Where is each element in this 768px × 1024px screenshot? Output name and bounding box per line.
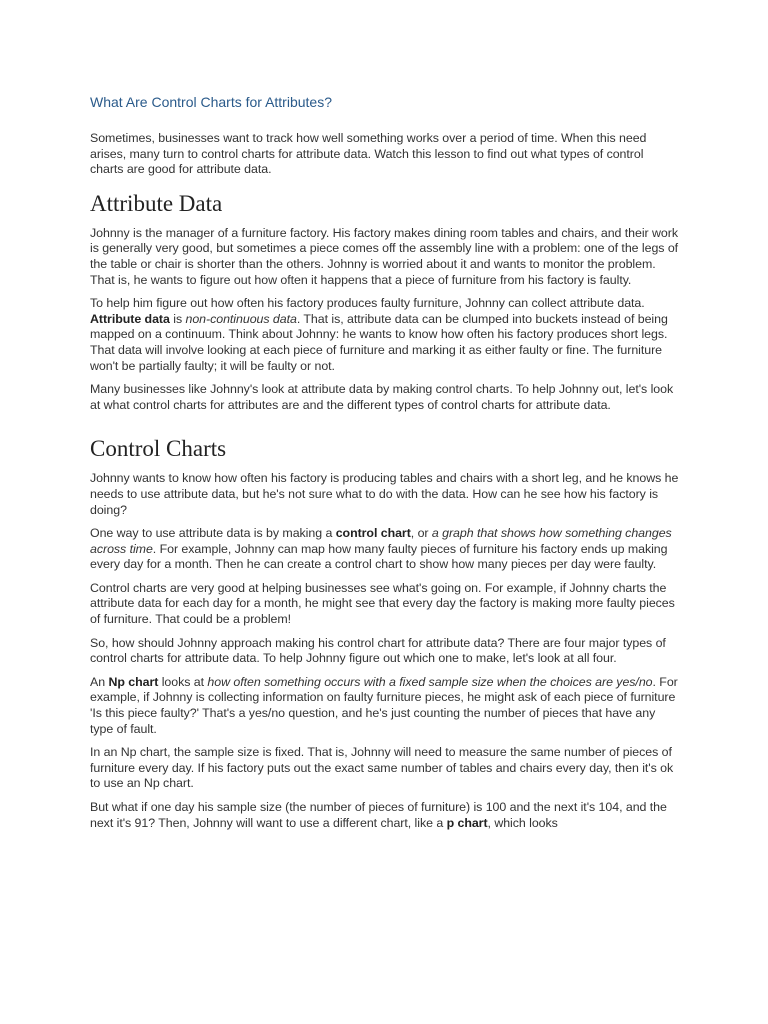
section-heading-control-charts: Control Charts bbox=[90, 436, 227, 462]
control-charts-paragraph-3: Control charts are very good at helping businesses see what's going on. For example, if Johnny charts the attribute data for each day for a month, he might see that every day the factory is making more faulty pieces of furniture. That could be a problem! bbox=[90, 580, 675, 627]
attribute-data-paragraph-3: Many businesses like Johnny's look at attribute data by making control charts. To help Johnny out, let's look at what control charts for attributes are and the different types of control charts for attribute data. bbox=[90, 382, 674, 412]
bold-term-np-chart: Np chart bbox=[108, 674, 159, 689]
text-run: . For example, if Johnny is collecting information on faulty furniture pieces, he might ask of each piece of furniture 'Is this piece faulty?' That's a yes/no question, and he's just counting the number of pieces that have any type of fault. bbox=[90, 674, 678, 736]
control-charts-paragraph-2 bbox=[90, 526, 680, 573]
bold-term-p-chart: p chart bbox=[446, 815, 488, 830]
text-run: , which looks bbox=[487, 815, 558, 830]
text-run: . For example, Johnny can map how many faulty pieces of furniture his factory ends up making every day for a month. Then he can create a control chart to show how many pieces per day were faulty. bbox=[90, 541, 668, 572]
control-charts-paragraph-1: Johnny wants to know how often his factory is producing tables and chairs with a short leg, and he knows he needs to use attribute data, but he's not sure what to do with the data. How can he see how his factory is doing? bbox=[90, 471, 679, 517]
text-run: . That is, attribute data can be clumped into buckets instead of being mapped on a continuum. Think about Johnny: he wants to know how often his factory produces short legs. That data will involve looking at each piece of furniture and marking it as either faulty or fine. The furniture won't be partially faulty; it will be faulty or not. bbox=[90, 311, 668, 373]
section-heading-attribute-data: Attribute Data bbox=[90, 190, 223, 216]
text-run: But what if one day his sample size (the number of pieces of furniture) is 100 and the next it's 104, and the next it's 91? Then, Johnny will want to use a different chart, like a bbox=[90, 800, 667, 830]
text-run: One way to use attribute data is by making a bbox=[90, 526, 336, 541]
intro-paragraph: Sometimes, businesses want to track how well something works over a period of time. When this need arises, many turn to control charts for attribute data. Watch this lesson to find out what types of control charts are good for attribute data. bbox=[90, 131, 647, 177]
text-run: To help him figure out how often his factory produces faulty furniture, Johnny can collect attribute data. bbox=[90, 296, 645, 311]
text-run: , or bbox=[410, 526, 432, 541]
document-page bbox=[90, 92, 680, 839]
italic-definition: non-continuous data bbox=[185, 311, 297, 326]
np-chart-paragraph bbox=[90, 675, 680, 737]
bold-term-control-chart: control chart bbox=[335, 526, 411, 541]
italic-definition: a graph that shows how something changes across time bbox=[90, 526, 672, 556]
text-run: An bbox=[90, 674, 109, 689]
italic-definition: how often something occurs with a fixed sample size when the choices are yes/no bbox=[207, 674, 653, 689]
control-charts-paragraph-4: So, how should Johnny approach making his control chart for attribute data? There are four major types of control charts for attribute data. To help Johnny figure out which one to make, let's look at all four. bbox=[90, 635, 666, 666]
text-run: is bbox=[169, 311, 186, 326]
attribute-data-paragraph-2 bbox=[90, 296, 680, 374]
p-chart-paragraph bbox=[90, 800, 680, 831]
np-chart-sample-size-paragraph: In an Np chart, the sample size is fixed. That is, Johnny will need to measure the same number of pieces of furniture every day. If his factory puts out the exact same number of tables and chairs every day, then it's ok to use an Np chart. bbox=[90, 745, 674, 791]
text-run: looks at bbox=[158, 674, 208, 689]
attribute-data-paragraph-1: Johnny is the manager of a furniture factory. His factory makes dining room tables and chairs, and their work is generally very good, but sometimes a piece comes off the assembly line with a problem: one of the legs of the table or chair is shorter than the others. Johnny is worried about it and wants to monitor the problem. That is, he wants to figure out how often it happens that a piece of furniture from his factory is faulty. bbox=[90, 225, 679, 287]
page-title: What Are Control Charts for Attributes? bbox=[90, 94, 332, 110]
bold-term-attribute-data: Attribute data bbox=[90, 311, 170, 326]
